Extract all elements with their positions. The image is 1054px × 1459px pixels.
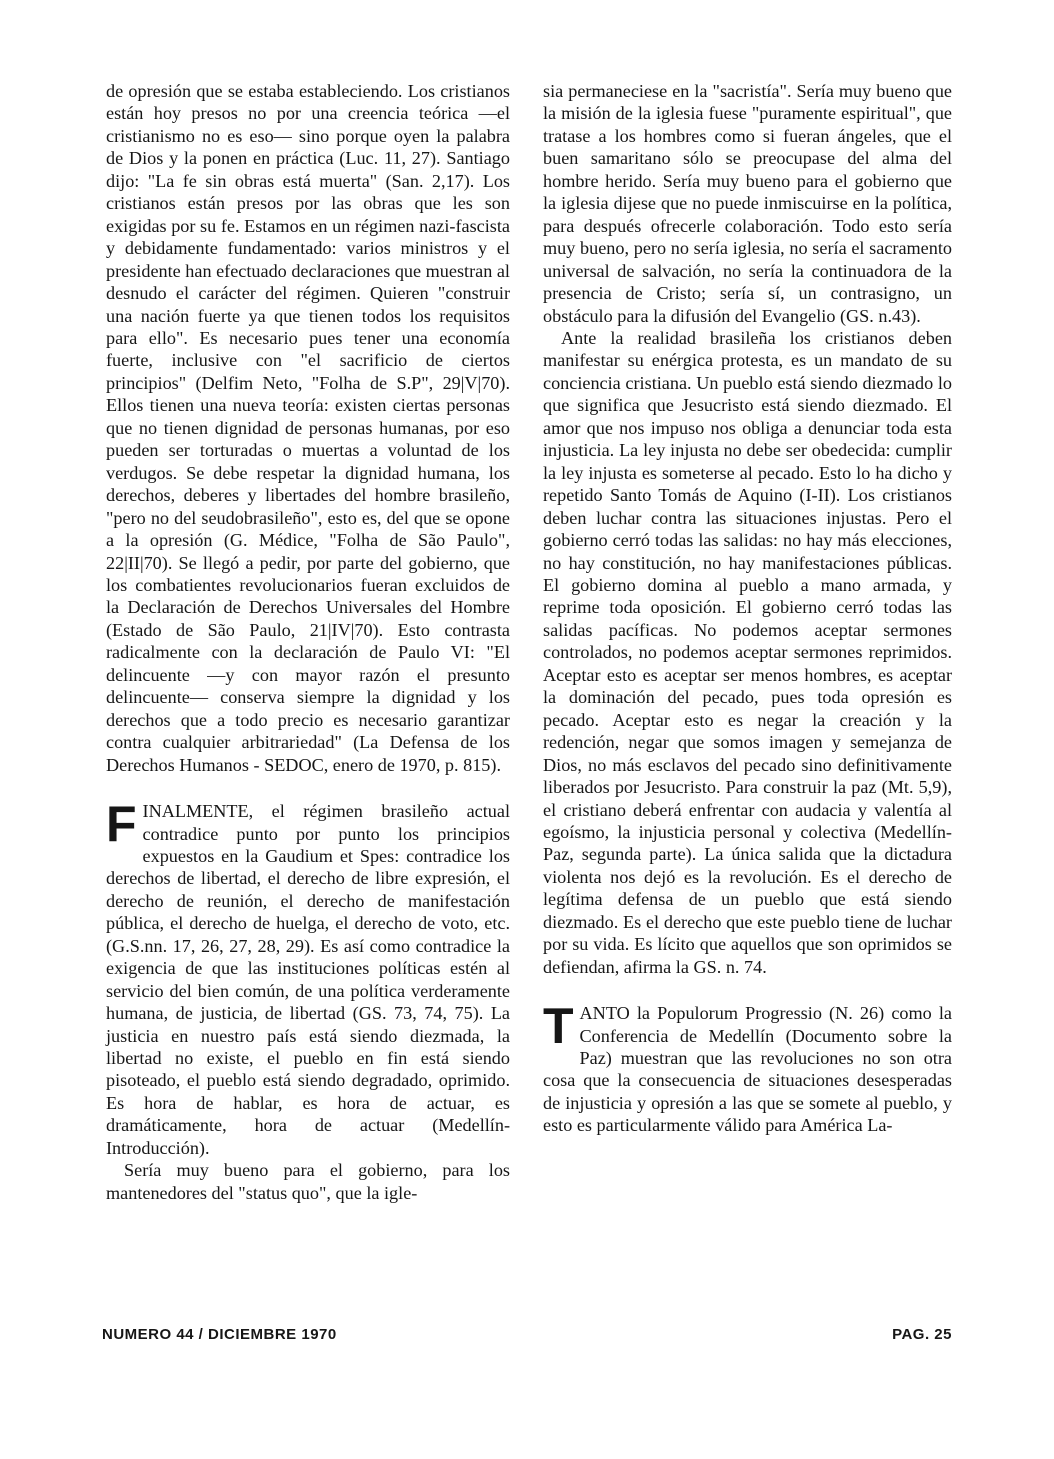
- issue-footer: NUMERO 44 / DICIEMBRE 1970: [102, 1326, 337, 1343]
- section-gap: [543, 978, 952, 1002]
- paragraph-ante-la-realidad: Ante la realidad brasileña los cristianos deben manifestar su enérgica protesta, es un mandato de su conciencia cristiana. Un pueblo está siendo diezmado lo que significa que Jesucristo está siendo diezmado. El amor que nos impuso nos obliga a denunciar toda esta injusticia. La ley injusta no debe ser obedecida: cumplir la ley injusta es someterse al pecado. Esto lo ha dicho y repetido Santo Tomás de Aquino (I-II). Los cristianos deben luchar contra las situaciones injustas. Pero el gobierno cerró todas las salidas: no hay más elecciones, no hay constitución, no hay manifestaciones públicas. El gobierno domina al pueblo a mano armada, y reprime toda oposición. El gobierno cerró todas las salidas pacíficas. No podemos aceptar sermones controlados, no podemos aceptar sermones reprimidos. Aceptar esto es aceptar ser menos hombres, es aceptar la dominación del pecado, pues toda opresión es pecado. Aceptar esto es negar la creación y la redención, negar que somos imagen y semejanza de Dios, no más esclavos del pecado sino definitivamente liberados por Jesucristo. Para construir la paz (Mt. 5,9), el cristiano deberá enfrentar con audacia y valentía al egoísmo, la injusticia personal y colectiva (Medellín-Paz, segunda parte). La única salida que la dictadura violenta nos dejó es la revolución. Es el derecho de legítima defensa de un pueblo que está siendo diezmado. Es el derecho que este pueblo tiene de luchar por su vida. Es lícito que aquellos que son oprimidos se defiendan, afirma la GS. n. 74.: [543, 327, 952, 977]
- paragraph-sacristia: sia permaneciese en la "sacristía". Sería muy bueno que la misión de la iglesia fuese "puramente espiritual", que tratase a los hombres como si fueran ángeles, que el buen samaritano sólo se preocupase del alma del hombre herido. Sería muy bueno para el gobierno que la iglesia dijese que no puede inmiscuirse en la política, para después ofrecerle colaboración. Todo esto sería muy bueno, pero no sería iglesia, no sería el sacramento universal de salvación, no sería la continuadora de la presencia de Cristo; sería sí, un contrasigno, un obstáculo para la difusión del Evangelio (GS. n.43).: [543, 81, 952, 326]
- paragraph-tanto-text: ANTO la Populorum Progressio (N. 26) como la Conferencia de Medellín (Documento sobre la Paz) muestran que las revoluciones no son otra cosa que la consecuencia de situaciones desesperadas de injusticia y opresión a las que se somete al pueblo, y esto es particularmente válido para América La-: [543, 1003, 952, 1136]
- paragraph-finalmente-text: INALMENTE, el régimen brasileño actual contradice punto por punto los principios expuestos en la Gaudium et Spes: contradice los derechos de libertad, el derecho de libre expresión, el derecho de reunión, el derecho de manifestación pública, el derecho de huelga, el derecho de voto, etc. (G.S.nn. 17, 26, 27, 28, 29). Es así como contradice la exigencia de que las instituciones políticas estén al servicio del bien común, de una política verderamente humana, de justicia, de libertad (GS. 73, 74, 75). La justicia en nuestro país está siendo diezmada, la libertad no existe, el pueblo en fin está siendo pisoteado, el pueblo está siendo degradado, oprimido. Es hora de hablar, es hora de actuar, es dramáticamente, hora de actuar (Medellín-Introducción).: [106, 801, 510, 1158]
- drop-cap-t: T: [543, 998, 574, 1055]
- paragraph-finalmente: [106, 796, 510, 1159]
- page-number: PAG. 25: [892, 1326, 952, 1343]
- drop-cap-f: F: [106, 796, 137, 853]
- paragraph-opresion: de opresión que se estaba estableciendo. Los cristianos están hoy presos no por una creencia teórica —el cristianismo no es eso— sino porque oyen la palabra de Dios y la ponen en práctica (Luc. 11, 27). Santiago dijo: "La fe sin obras está muerta" (San. 2,17). Los cristianos están presos por las obras que les son exigidas por su fe. Estamos en un régimen nazi-fascista y debidamente fundamentado: varios ministros y el presidente han efectuado declaraciones que muestran al desnudo el carácter del régimen. Quieren "construir una nación fuerte ya que tienen todos los requisitos para ello". Es necesario pues tener una economía fuerte, inclusive con "el sacrificio de ciertos principios" (Delfim Neto, "Folha de S.P", 29|V|70). Ellos tienen una nueva teoría: existen ciertas personas que no tienen dignidad de personas humanas, por eso pueden ser torturadas o muertas a voluntad de los verdugos. Se debe respetar la dignidad humana, los derechos, deberes y libertades del hombre brasileño, "pero no del seudobrasileño", esto es, del que se opone a la opresión (G. Médice, "Folha de São Paulo", 22|II|70). Se llegó a pedir, por parte del gobierno, que los combatientes revolucionarios fueran excluidos de la Declaración de Derechos Universales del Hombre (Estado de São Paulo, 21|IV|70). Esto contrasta radicalmente con la declaración de Paulo VI: "El delincuente —y con mayor razón el presunto delincuente— conserva siempre la dignidad y los derechos que a todo precio es necesario garantizar contra cualquier arbitrariedad" (La Defensa de los Derechos Humanos - SEDOC, enero de 1970, p. 815).: [106, 81, 510, 775]
- right-column: [543, 80, 952, 1137]
- paragraph-seria-muy-bueno: Sería muy bueno para el gobierno, para los mantenedores del "status quo", que la igle-: [106, 1160, 510, 1203]
- paragraph-tanto: [543, 998, 952, 1137]
- left-column: [106, 80, 510, 1204]
- section-gap: [106, 776, 510, 800]
